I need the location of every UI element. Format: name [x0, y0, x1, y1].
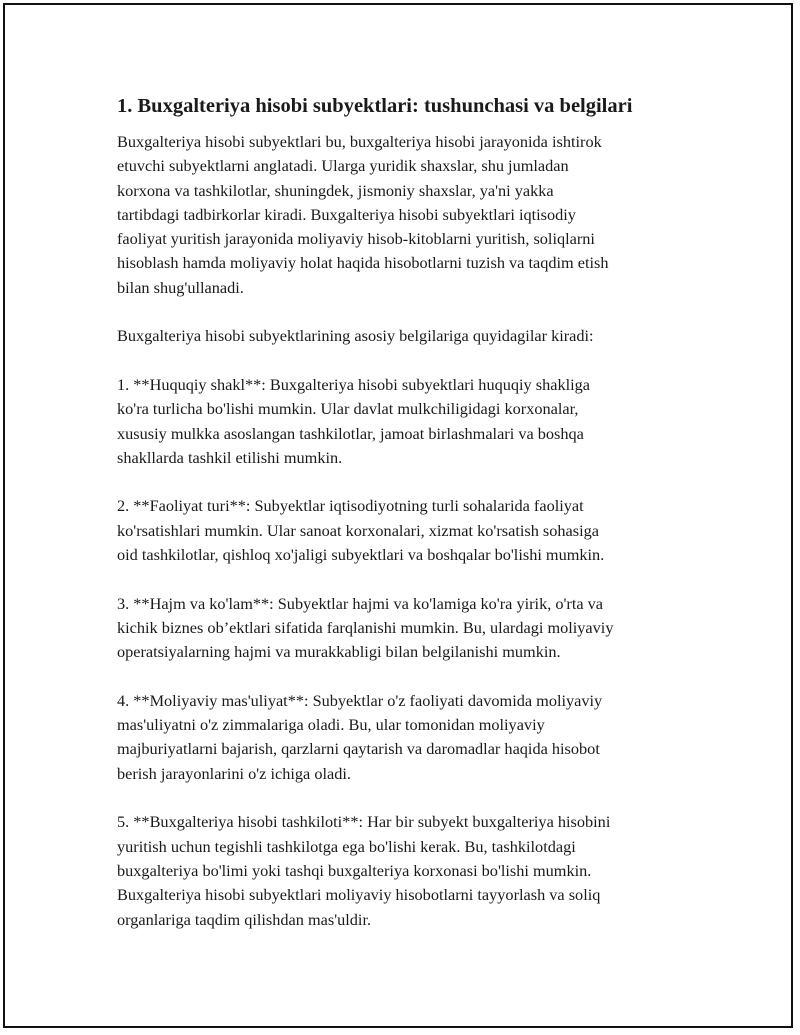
list-item-size-scope — [117, 592, 717, 665]
text-line: 5. **Buxgalteriya hisobi tashkiloti**: Har bir subyekt buxgalteriya hisobini — [117, 812, 611, 832]
text-line: 1. **Huquqiy shakl**: Buxgalteriya hisobi subyektlari huquqiy shakliga — [117, 374, 591, 394]
text-line: faoliyat yuritish jarayonida moliyaviy hisob-kitoblarni yuritish, soliqlarni — [117, 229, 595, 249]
text-line: buxgalteriya bo'limi yoki tashqi buxgalteriya korxonasi bo'lishi mumkin. — [117, 860, 592, 880]
list-item-legal-form — [117, 373, 717, 470]
document-body — [117, 92, 717, 956]
text-line: yuritish uchun tegishli tashkilotga ega bo'lishi kerak. Bu, tashkilotdagi — [117, 836, 576, 856]
text-line: xususiy mulkka asoslangan tashkilotlar, jamoat birlashmalari va boshqa — [117, 423, 584, 443]
text-line: ko'rsatishlari mumkin. Ular sanoat korxonalari, xizmat ko'rsatish sohasiga — [117, 520, 599, 540]
document-title: 1. Buxgalteriya hisobi subyektlari: tushunchasi va belgilari — [117, 95, 633, 117]
text-line: hisoblash hamda moliyaviy holat haqida hisobotlarni tuzish va taqdim etish — [117, 253, 609, 273]
paragraph-intro — [117, 130, 717, 300]
text-line: oid tashkilotlar, qishloq xo'jaligi subyektlari va boshqalar bo'lishi mumkin. — [117, 545, 605, 565]
text-line: Buxgalteriya hisobi subyektlari moliyaviy hisobotlarni tayyorlash va soliq — [117, 885, 601, 905]
text-line: ko'ra turlicha bo'lishi mumkin. Ular davlat mulkchiligidagi korxonalar, — [117, 399, 579, 419]
text-line: kichik biznes ob’ektlari sifatida farqlanishi mumkin. Bu, ulardagi moliyaviy — [117, 617, 614, 637]
text-line: 2. **Faoliyat turi**: Subyektlar iqtisodiyotning turli sohalarida faoliyat — [117, 496, 584, 516]
text-line: etuvchi subyektlarni anglatadi. Ularga yuridik shaxslar, shu jumladan — [117, 156, 569, 176]
text-line: Buxgalteriya hisobi subyektlarining asosiy belgilariga quyidagilar kiradi: — [117, 326, 594, 346]
paragraph-lead-in — [117, 324, 717, 348]
text-line: 4. **Moliyaviy mas'uliyat**: Subyektlar o'z faoliyati davomida moliyaviy — [117, 690, 603, 710]
text-line: tartibdagi tadbirkorlar kiradi. Buxgalteriya hisobi subyektlari iqtisodiy — [117, 204, 576, 224]
text-line: bilan shug'ullanadi. — [117, 277, 244, 297]
text-line: mas'uliyatni o'z zimmalariga oladi. Bu, ular tomonidan moliyaviy — [117, 715, 545, 735]
text-line: operatsiyalarning hajmi va murakkabligi bilan belgilanishi mumkin. — [117, 642, 561, 662]
list-item-accounting-organization — [117, 810, 717, 931]
text-line: shakllarda tashkil etilishi mumkin. — [117, 447, 343, 467]
text-line: Buxgalteriya hisobi subyektlari bu, buxgalteriya hisobi jarayonida ishtirok — [117, 132, 602, 151]
list-item-financial-responsibility — [117, 689, 717, 786]
text-line: organlariga taqdim qilishdan mas'uldir. — [117, 909, 372, 929]
text-line: korxona va tashkilotlar, shuningdek, jismoniy shaxslar, ya'ni yakka — [117, 180, 554, 200]
text-line: majburiyatlarni bajarish, qarzlarni qaytarish va daromadlar haqida hisobot — [117, 739, 600, 759]
text-line: 3. **Hajm va ko'lam**: Subyektlar hajmi va ko'lamiga ko'ra yirik, o'rta va — [117, 593, 604, 613]
list-item-activity-type — [117, 494, 717, 567]
text-line: berish jarayonlarini o'z ichiga oladi. — [117, 763, 351, 783]
